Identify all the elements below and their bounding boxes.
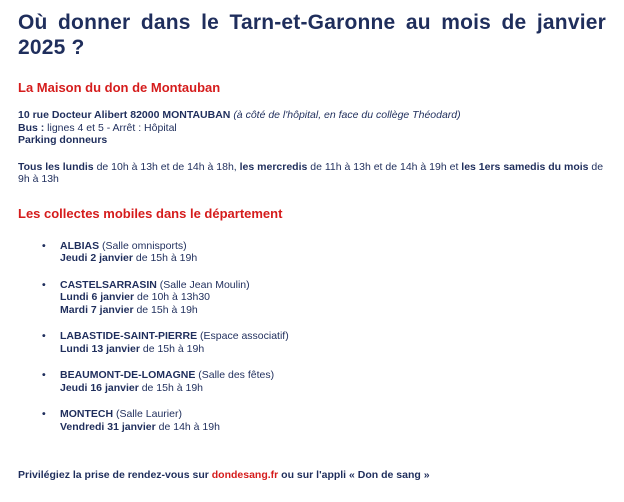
collecte-date: Jeudi 2 janvier [60, 252, 133, 264]
hours-saturday-time: de 9h à 13h [18, 160, 604, 185]
collecte-town: LABASTIDE-SAINT-PIERRE [60, 330, 198, 342]
collecte-venue: (Salle Jean Moulin) [156, 278, 250, 291]
hours-wednesday: les mercredis [239, 160, 308, 173]
footer-text-before: Privilégiez la prise de rendez-vous sur [18, 469, 212, 481]
collecte-time: de 15h à 19h [139, 342, 205, 355]
address-text: 10 rue Docteur Alibert 82000 MONTAUBAN [18, 109, 231, 121]
page-title: Où donner dans le Tarn-et-Garonne au mois de janvier 2025 ? [18, 11, 606, 59]
collecte-date: Vendredi 31 janvier [60, 420, 156, 433]
collecte-date: Lundi 6 janvier [60, 291, 135, 303]
bullet-icon: • [42, 239, 46, 252]
hours-saturday: les 1ers samedis du mois [461, 160, 589, 173]
collecte-venue: (Salle omnisports) [99, 239, 187, 252]
list-item [18, 330, 606, 355]
maison-address-block [18, 109, 606, 147]
collecte-venue: (Salle Laurier) [113, 408, 182, 420]
bullet-icon: • [42, 278, 46, 291]
address-note: (à côté de l'hôpital, en face du collège Théodard) [233, 109, 461, 121]
collecte-venue: (Salle des fêtes) [195, 369, 275, 381]
list-item [18, 279, 606, 317]
maison-heading: La Maison du don de Montauban [18, 80, 221, 95]
list-item [18, 240, 606, 265]
collecte-town: BEAUMONT-DE-LOMAGNE [60, 369, 196, 381]
collecte-date: Jeudi 16 janvier [60, 381, 139, 394]
collecte-time: de 15h à 19h [133, 303, 198, 316]
collecte-town: CASTELSARRASIN [60, 278, 157, 291]
collecte-date: Mardi 7 janvier [60, 303, 134, 316]
collecte-time: de 14h à 19h [155, 420, 220, 433]
collecte-town: ALBIAS [60, 239, 100, 252]
collecte-town: MONTECH [60, 408, 114, 420]
address-line [18, 109, 606, 122]
opening-hours [18, 161, 606, 186]
list-item [18, 408, 606, 433]
hours-wednesday-time: de 11h à 13h et de 14h à 19h et [307, 160, 462, 173]
parking-line: Parking donneurs [18, 134, 108, 146]
dondesang-link[interactable]: dondesang.fr [211, 469, 279, 481]
collecte-venue: (Espace associatif) [197, 330, 289, 342]
list-item [18, 369, 606, 394]
bullet-icon: • [42, 369, 46, 381]
bus-label: Bus : [18, 121, 45, 134]
collecte-time: de 15h à 19h [138, 381, 204, 394]
collecte-time: de 15h à 19h [132, 252, 198, 264]
bullet-icon: • [42, 330, 46, 342]
collecte-date: Lundi 13 janvier [60, 342, 140, 355]
hours-monday: Tous les lundis [18, 160, 94, 173]
hours-monday-time: de 10h à 13h et de 14h à 18h, [93, 160, 240, 173]
collectes-heading: Les collectes mobiles dans le département [18, 205, 283, 221]
bus-line [18, 122, 606, 135]
collecte-time: de 10h à 13h30 [134, 291, 211, 303]
footer-note [18, 469, 430, 482]
bullet-icon: • [42, 408, 46, 420]
collectes-list [18, 240, 606, 434]
bus-text: lignes 4 et 5 - Arrêt : Hôpital [47, 121, 177, 134]
footer-text-after: ou sur l'appli « Don de sang » [278, 469, 430, 481]
